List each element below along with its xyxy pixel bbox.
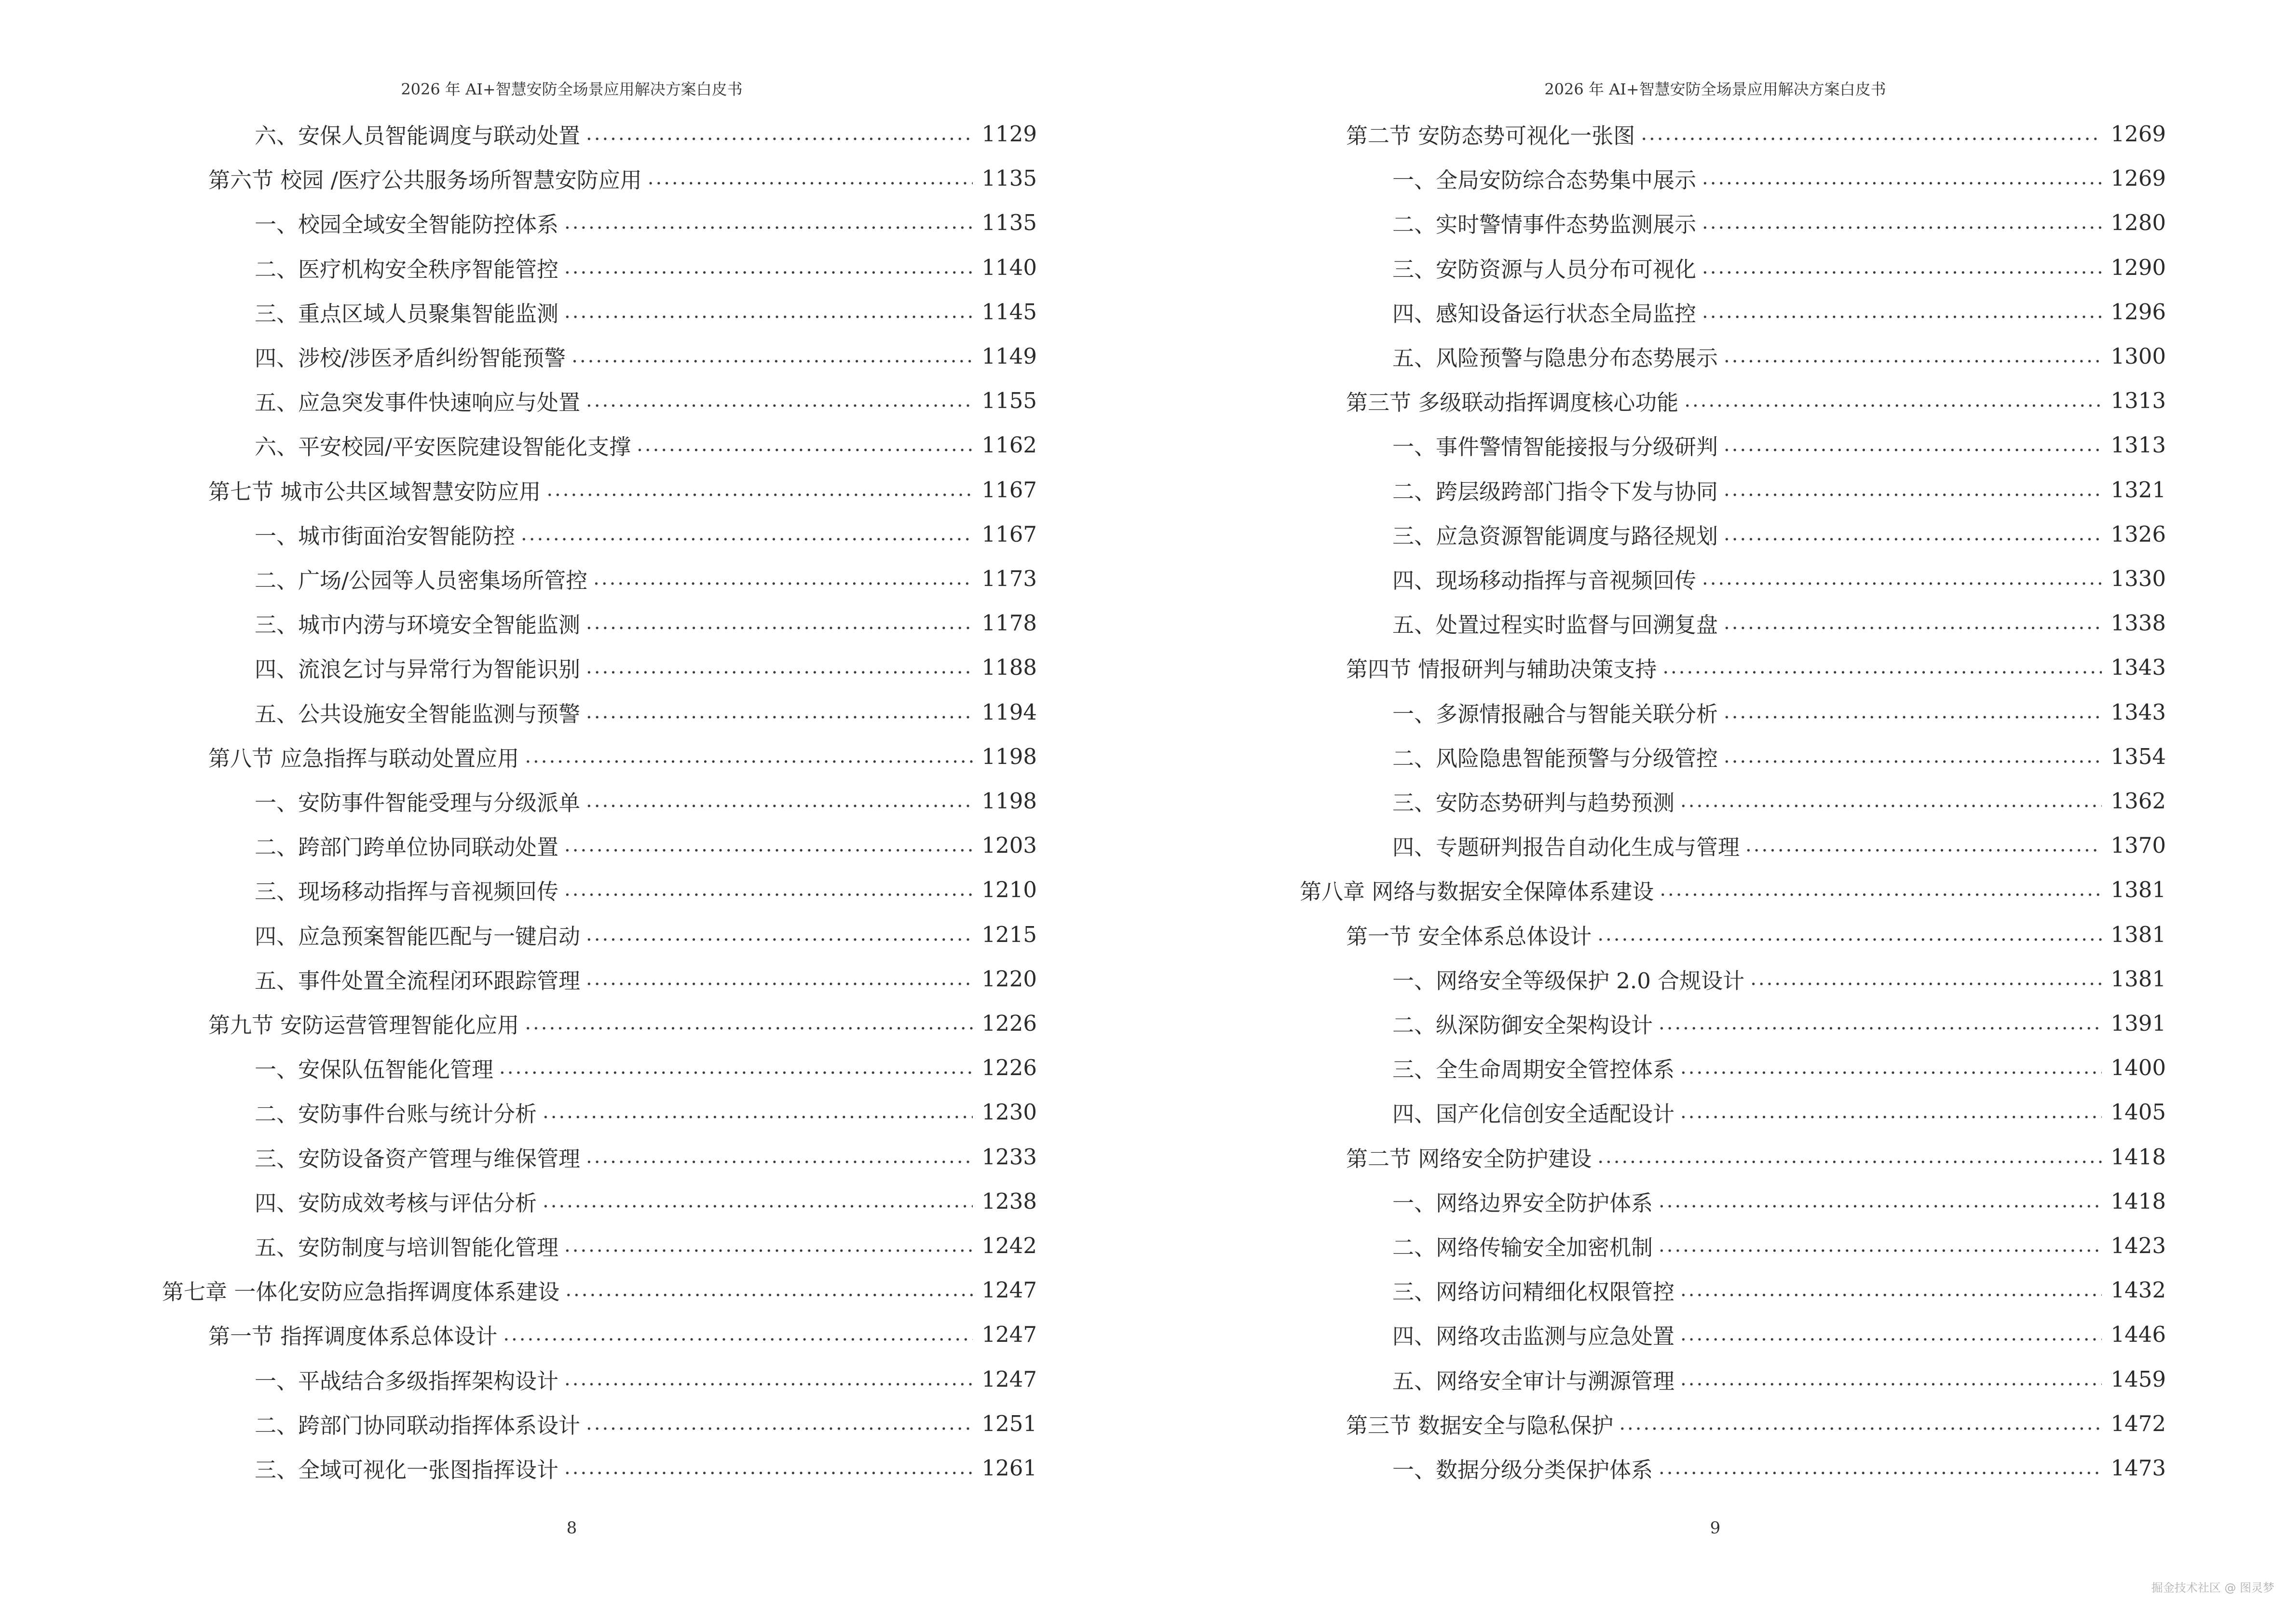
toc-entry-title: 四、感知设备运行状态全局监控 [1392,300,1697,327]
toc-entry [255,1186,1037,1216]
toc-entry-title: 五、处置过程实时监督与回溯复盘 [1392,612,1718,638]
toc-entry-title: 三、网络访问精细化权限管控 [1392,1279,1675,1305]
toc-leader-dots [1680,1368,2102,1390]
toc-entry [208,1008,1037,1038]
toc-entry-page: 1381 [2110,921,2166,947]
toc-entry-title: 四、网络攻击监测与应急处置 [1392,1323,1675,1349]
right-page [1144,0,2287,1624]
toc-leader-dots [1702,256,2102,278]
toc-entry-page: 1155 [981,387,1037,413]
toc-leader-dots [1702,211,2102,233]
page-number: 9 [1710,1518,1721,1538]
page-header: 2026 年 AI+智慧安防全场景应用解决方案白皮书 [1544,80,1886,98]
toc-entry-page: 1198 [981,788,1037,814]
toc-entry-title: 五、风险预警与隐患分布态势展示 [1392,345,1718,371]
toc-leader-dots [648,167,973,189]
toc-entry [1392,1275,2166,1305]
toc-entry-page: 1343 [2110,699,2166,725]
toc-entry-title: 第四节 情报研判与辅助决策支持 [1346,656,1657,682]
toc-entry-page: 1338 [2110,610,2166,636]
toc-entry-title: 二、网络传输安全加密机制 [1392,1234,1653,1260]
toc-entry-page: 1381 [2110,966,2166,992]
toc-leader-dots [1659,1457,2102,1479]
toc-entry-title: 一、多源情报融合与智能关联分析 [1392,701,1718,727]
toc-entry [255,1230,1037,1260]
toc-entry-title: 一、事件警情智能接报与分级研判 [1392,434,1718,460]
toc-entry [1392,1453,2166,1483]
toc-entry-title: 四、国产化信创安全适配设计 [1392,1101,1675,1127]
toc-leader-dots [1750,968,2102,990]
toc-entry-page: 1167 [981,477,1037,503]
toc-entry-page: 1269 [2110,165,2166,191]
toc-entry-page: 1423 [2110,1232,2166,1258]
toc-entry-page: 1149 [981,343,1037,369]
toc-entry-title: 三、现场移动指挥与音视频回传 [255,878,559,904]
toc-entry-title: 三、安防设备资产管理与维保管理 [255,1146,581,1172]
toc-entry-title: 二、安防事件台账与统计分析 [255,1101,537,1127]
toc-entry-page: 1135 [981,209,1037,235]
toc-entry [1300,874,2166,904]
toc-leader-dots [1724,745,2102,767]
toc-entry-title: 三、重点区域人员聚集智能监测 [255,300,559,327]
toc-leader-dots [546,478,973,501]
toc-entry-page: 1362 [2110,788,2166,814]
toc-entry [1346,1408,2166,1438]
toc-entry-title: 五、安防制度与培训智能化管理 [255,1234,559,1260]
toc-leader-dots [637,434,973,456]
toc-entry-title: 第六节 校园 /医疗公共服务场所智慧安防应用 [208,167,642,193]
toc-leader-dots [564,211,973,233]
toc-entry [208,475,1037,505]
toc-entry-title: 五、事件处置全流程闭环跟踪管理 [255,968,581,994]
toc-entry-page: 1226 [981,1054,1037,1080]
toc-entry-page: 1140 [981,254,1037,280]
toc-leader-dots [564,878,973,901]
toc-entry-title: 二、跨部门协同联动指挥体系设计 [255,1412,581,1438]
toc-entry-page: 1247 [981,1277,1037,1303]
toc-entry-page: 1145 [981,299,1037,325]
toc-entry-page: 1321 [2110,477,2166,503]
toc-entry-page: 1198 [981,743,1037,769]
toc-entry-title: 五、网络安全审计与溯源管理 [1392,1368,1675,1394]
page-header: 2026 年 AI+智慧安防全场景应用解决方案白皮书 [401,80,743,98]
toc-leader-dots [525,745,973,767]
toc-entry-page: 1220 [981,966,1037,992]
toc-entry-page: 1326 [2110,521,2166,547]
toc-entry-title: 五、公共设施安全智能监测与预警 [255,701,581,727]
toc-entry-page: 1459 [2110,1366,2166,1392]
toc-entry-title: 三、全生命周期安全管控体系 [1392,1056,1675,1082]
toc-leader-dots [564,1457,973,1479]
toc-entry-page: 1238 [981,1188,1037,1214]
toc-entry [1392,1052,2166,1082]
toc-entry [1392,297,2166,327]
toc-entry-page: 1226 [981,1010,1037,1036]
toc-entry-title: 二、纵深防御安全架构设计 [1392,1012,1653,1038]
toc-leader-dots [1680,1056,2102,1078]
toc-entry-title: 第三节 多级联动指挥调度核心功能 [1346,389,1679,415]
toc-entry [255,786,1037,816]
toc-entry-page: 1354 [2110,743,2166,769]
toc-entry [255,1453,1037,1483]
watermark: 掘金技术社区 @ 图灵梦 [2151,1581,2274,1595]
toc-entry-page: 1210 [981,876,1037,902]
toc-entry [162,1275,1037,1305]
toc-entry [1392,163,2166,193]
toc-entry [255,608,1037,638]
toc-entry-title: 四、涉校/涉医矛盾纠纷智能预警 [255,345,566,371]
toc-entry-page: 1381 [2110,876,2166,902]
toc-entry [1392,1097,2166,1127]
toc-entry [1392,1319,2166,1349]
toc-leader-dots [564,256,973,278]
toc-leader-dots [1745,834,2102,856]
toc-leader-dots [543,1101,973,1123]
toc-leader-dots [1724,612,2102,634]
toc-leader-dots [1597,1146,2102,1168]
toc-leader-dots [1662,656,2102,678]
toc-entry [255,830,1037,860]
toc-entry [255,1097,1037,1127]
toc-entry-page: 1162 [981,432,1037,458]
toc-entry-title: 一、校园全域安全智能防控体系 [255,211,559,237]
toc-entry-title: 第八章 网络与数据安全保障体系建设 [1300,878,1654,904]
toc-entry [1392,563,2166,593]
toc-entry-page: 1215 [981,921,1037,947]
toc-leader-dots [586,968,973,990]
toc-leader-dots [1724,523,2102,545]
toc-leader-dots [1680,1279,2102,1301]
toc-entry-title: 六、安保人员智能调度与联动处置 [255,123,581,149]
toc-entry-title: 四、现场移动指挥与音视频回传 [1392,567,1697,593]
toc-entry [1346,919,2166,949]
toc-entry [1392,252,2166,282]
toc-entry-title: 第七节 城市公共区域智慧安防应用 [208,478,541,505]
toc-entry [1346,652,2166,682]
toc-entry-page: 1203 [981,832,1037,858]
toc-entry-page: 1370 [2110,832,2166,858]
toc-entry-page: 1405 [2110,1099,2166,1125]
toc-entry [255,1142,1037,1172]
toc-entry [255,341,1037,371]
toc-entry-title: 四、流浪乞讨与异常行为智能识别 [255,656,581,682]
toc-entry-title: 第一节 安全体系总体设计 [1346,923,1592,949]
toc-entry [255,430,1037,460]
toc-entry-page: 1129 [981,121,1037,147]
toc-leader-dots [1597,923,2102,945]
toc-leader-dots [503,1323,973,1345]
toc-entry [1392,786,2166,816]
toc-entry-title: 一、网络边界安全防护体系 [1392,1190,1653,1216]
toc-entry-title: 一、安防事件智能受理与分级派单 [255,790,581,816]
toc-entry-title: 五、应急突发事件快速响应与处置 [255,389,581,415]
toc-entry [255,1408,1037,1438]
toc-leader-dots [564,1234,973,1256]
toc-entry [1346,1142,2166,1172]
toc-entry [255,919,1037,949]
toc-entry-title: 一、全局安防综合态势集中展示 [1392,167,1697,193]
toc-leader-dots [586,790,973,812]
toc-entry [1392,341,2166,371]
toc-entry-title: 三、应急资源智能调度与路径规划 [1392,523,1718,549]
toc-leader-dots [1660,878,2102,901]
toc-entry-title: 二、广场/公园等人员密集场所管控 [255,567,588,593]
toc-entry-title: 二、医疗机构安全秩序智能管控 [255,256,559,282]
toc-entry [255,964,1037,994]
toc-entry-page: 1330 [2110,565,2166,591]
toc-entry-page: 1188 [981,654,1037,680]
toc-leader-dots [1659,1190,2102,1212]
toc-entry-page: 1178 [981,610,1037,636]
toc-leader-dots [1659,1234,2102,1256]
toc-entry-page: 1247 [981,1321,1037,1347]
page-number: 8 [566,1518,577,1538]
toc-entry [1392,608,2166,638]
toc-entry-page: 1167 [981,521,1037,547]
toc-leader-dots [564,300,973,323]
toc-entry-page: 1251 [981,1410,1037,1436]
toc-entry [255,563,1037,593]
toc-leader-dots [1659,1012,2102,1034]
toc-entry-title: 第二节 网络安全防护建设 [1346,1146,1592,1172]
toc-leader-dots [1619,1412,2102,1434]
toc-entry-title: 二、风险隐患智能预警与分级管控 [1392,745,1718,771]
toc-leader-dots [521,523,973,545]
toc-entry-title: 第七章 一体化安防应急指挥调度体系建设 [162,1279,560,1305]
toc-leader-dots [586,1412,973,1434]
toc-entry-page: 1313 [2110,387,2166,413]
toc-entry-page: 1135 [981,165,1037,191]
toc-entry [1392,519,2166,549]
toc-entry-page: 1290 [2110,254,2166,280]
toc-entry [1392,741,2166,771]
toc-entry [255,697,1037,727]
toc-entry-page: 1418 [2110,1188,2166,1214]
toc-entry-page: 1230 [981,1099,1037,1125]
toc-entry [255,297,1037,327]
toc-entry-title: 第八节 应急指挥与联动处置应用 [208,745,519,771]
toc-entry-title: 一、网络安全等级保护 2.0 合规设计 [1392,968,1745,994]
toc-entry-page: 1269 [2110,121,2166,147]
toc-entry-page: 1300 [2110,343,2166,369]
toc-leader-dots [593,567,973,589]
toc-entry-title: 二、跨层级跨部门指令下发与协同 [1392,478,1718,505]
toc-leader-dots [565,1279,973,1301]
toc-entry-page: 1173 [981,565,1037,591]
toc-entry-title: 一、数据分级分类保护体系 [1392,1457,1653,1483]
toc-entry-title: 一、安保队伍智能化管理 [255,1056,494,1082]
toc-entry-page: 1473 [2110,1455,2166,1481]
toc-entry [1392,964,2166,994]
toc-entry [1392,475,2166,505]
toc-entry-title: 一、城市街面治安智能防控 [255,523,516,549]
toc-entry-title: 第一节 指挥调度体系总体设计 [208,1323,498,1349]
toc-leader-dots [1680,1101,2102,1123]
toc-entry [1392,1186,2166,1216]
toc-entry [208,163,1037,193]
toc-leader-dots [586,923,973,945]
toc-entry-title: 三、全域可视化一张图指挥设计 [255,1457,559,1483]
toc-entry [255,207,1037,237]
toc-leader-dots [1702,567,2102,589]
toc-entry-title: 六、平安校园/平安医院建设智能化支撑 [255,434,631,460]
toc-entry [255,519,1037,549]
toc-leader-dots [499,1056,973,1078]
toc-entry [255,252,1037,282]
toc-entry-page: 1280 [2110,209,2166,235]
toc-leader-dots [1724,701,2102,723]
toc-leader-dots [586,123,973,145]
toc-leader-dots [1684,389,2102,411]
toc-leader-dots [586,612,973,634]
toc-entry-title: 第三节 数据安全与隐私保护 [1346,1412,1614,1438]
toc-entry-page: 1261 [981,1455,1037,1481]
toc-leader-dots [586,1146,973,1168]
toc-entry [1392,207,2166,237]
toc-entry-page: 1391 [2110,1010,2166,1036]
toc-leader-dots [586,389,973,411]
toc-entry [208,1319,1037,1349]
toc-entry [255,119,1037,149]
toc-leader-dots [586,701,973,723]
toc-leader-dots [586,656,973,678]
toc-entry [1392,1008,2166,1038]
toc-entry [255,652,1037,682]
toc-leader-dots [543,1190,973,1212]
toc-leader-dots [1702,300,2102,323]
toc-entry-title: 第二节 安防态势可视化一张图 [1346,123,1635,149]
toc-entry-page: 1343 [2110,654,2166,680]
toc-entry-page: 1432 [2110,1277,2166,1303]
toc-leader-dots [1724,478,2102,501]
toc-entry-page: 1418 [2110,1144,2166,1170]
toc-leader-dots [564,1368,973,1390]
toc-leader-dots [1724,345,2102,367]
toc-entry-page: 1242 [981,1232,1037,1258]
toc-entry [1392,830,2166,860]
toc-entry-page: 1313 [2110,432,2166,458]
toc-entry [1346,385,2166,415]
toc-entry [1392,430,2166,460]
toc-entry [255,1052,1037,1082]
toc-entry-title: 二、跨部门跨单位协同联动处置 [255,834,559,860]
toc-entry-page: 1472 [2110,1410,2166,1436]
toc-leader-dots [572,345,973,367]
toc-entry-page: 1296 [2110,299,2166,325]
toc-entry-page: 1446 [2110,1321,2166,1347]
toc-entry-page: 1400 [2110,1054,2166,1080]
toc-entry [255,1364,1037,1394]
toc-entry [255,385,1037,415]
toc-entry-title: 四、专题研判报告自动化生成与管理 [1392,834,1740,860]
toc-entry-page: 1233 [981,1144,1037,1170]
toc-entry [1392,1364,2166,1394]
toc-leader-dots [1680,790,2102,812]
toc-entry-title: 三、城市内涝与环境安全智能监测 [255,612,581,638]
toc-entry-title: 四、安防成效考核与评估分析 [255,1190,537,1216]
toc-entry [255,874,1037,904]
toc-entry-title: 三、安防态势研判与趋势预测 [1392,790,1675,816]
toc-entry-page: 1194 [981,699,1037,725]
toc-leader-dots [525,1012,973,1034]
toc-leader-dots [1702,167,2102,189]
toc-leader-dots [1724,434,2102,456]
toc-entry-title: 三、安防资源与人员分布可视化 [1392,256,1697,282]
toc-entry-title: 二、实时警情事件态势监测展示 [1392,211,1697,237]
toc-leader-dots [1641,123,2102,145]
toc-leader-dots [1680,1323,2102,1345]
toc-entry [1392,1230,2166,1260]
toc-entry [1392,697,2166,727]
toc-entry-title: 第九节 安防运营管理智能化应用 [208,1012,519,1038]
toc-entry-title: 一、平战结合多级指挥架构设计 [255,1368,559,1394]
toc-entry-title: 四、应急预案智能匹配与一键启动 [255,923,581,949]
toc-entry [208,741,1037,771]
toc-entry [1346,119,2166,149]
toc-entry-page: 1247 [981,1366,1037,1392]
toc-leader-dots [564,834,973,856]
